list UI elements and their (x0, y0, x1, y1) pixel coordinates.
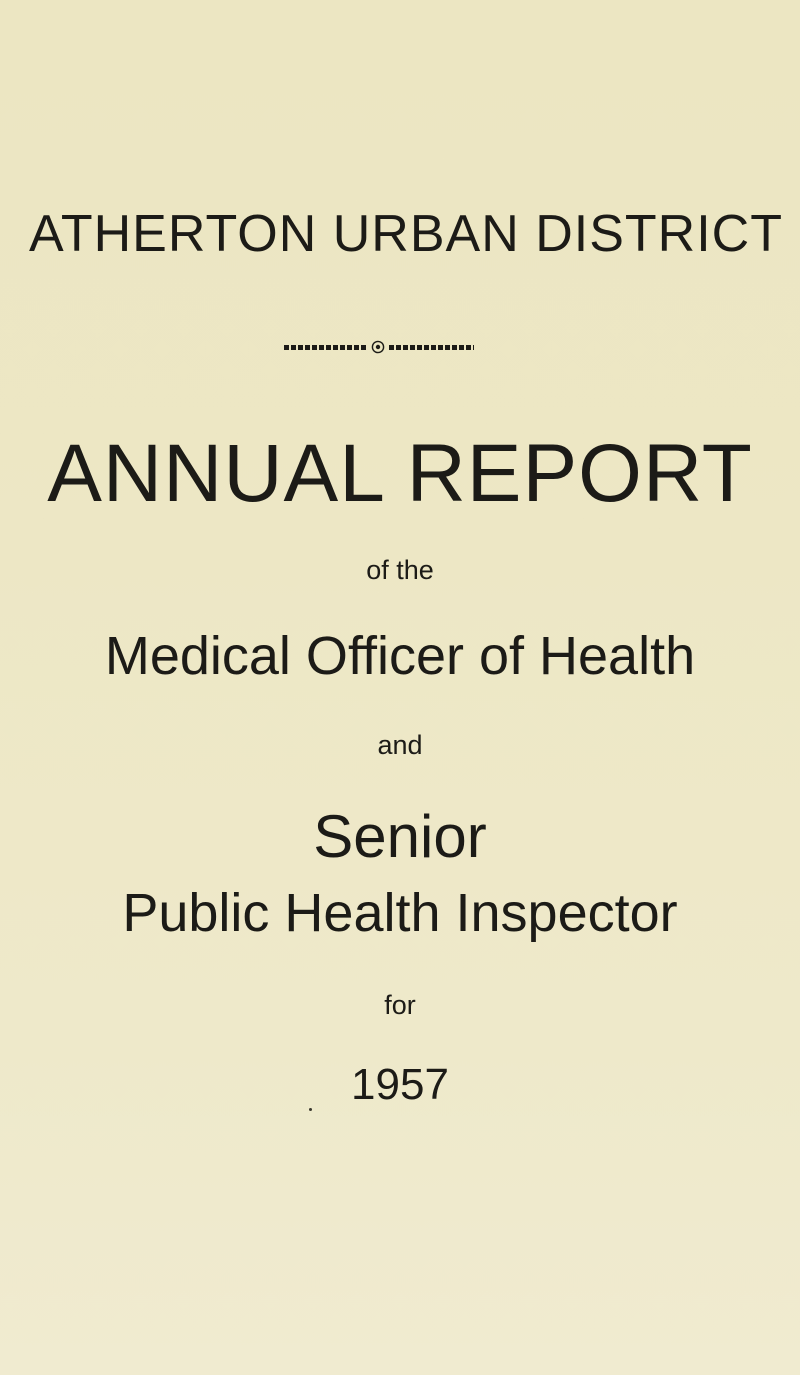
crest-icon (371, 340, 385, 354)
for-text: for (384, 990, 416, 1020)
print-speck (309, 1108, 312, 1111)
district-heading: ATHERTON URBAN DISTRICT (29, 205, 783, 263)
public-health-inspector-title: Public Health Inspector (122, 883, 678, 943)
and-text: and (377, 730, 423, 760)
report-title: ANNUAL REPORT (47, 428, 753, 519)
rule-left (284, 345, 367, 350)
medical-officer-title: Medical Officer of Health (104, 626, 696, 686)
ornamental-rule (284, 339, 474, 355)
rule-right (389, 345, 474, 350)
report-year: 1957 (351, 1060, 449, 1109)
senior-text: Senior (313, 803, 487, 870)
of-the-text: of the (366, 555, 434, 585)
